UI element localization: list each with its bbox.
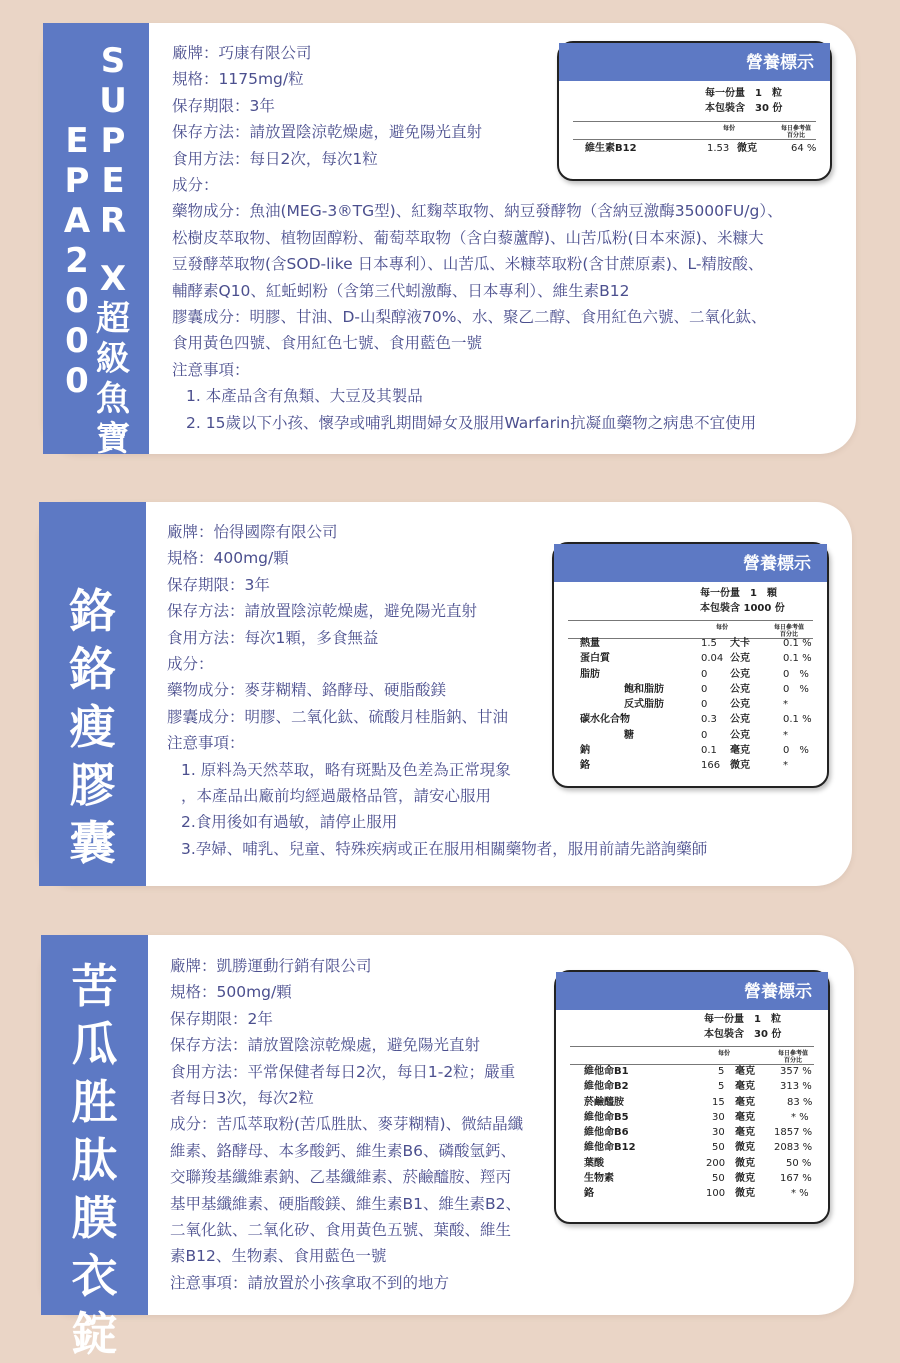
title-char: 0 — [65, 321, 89, 361]
ingredients-line: 藥物成分：魚油(MEG-3®TG型)、紅麴萃取物、納豆發酵物（含納豆激酶35000FU/g）、 — [172, 202, 783, 221]
column-per-serving: 每份 — [717, 1050, 730, 1057]
nutrient-pct: 0.1 % — [783, 638, 812, 649]
nutrient-amount: 0 — [701, 699, 708, 711]
nutrition-label — [552, 542, 829, 788]
nutrition-row — [580, 667, 820, 682]
title-char: U — [99, 81, 127, 121]
capsule-ingredients-line: 膠囊成分：明膠、二氧化鈦、硫酸月桂脂鈉、甘油 — [167, 707, 509, 726]
divider — [573, 139, 816, 140]
note-item: 1. 原料為天然萃取，略有斑點及色差為正常現象 — [181, 760, 511, 779]
nutrient-pct: * % — [791, 1188, 809, 1200]
nutrient-pct: 167 % — [780, 1173, 812, 1185]
nutrition-row — [584, 1110, 820, 1125]
storage-line: 保存方法：請放置陰涼乾燥處，避免陽光直射 — [172, 123, 483, 142]
nutrient-name: 維他命B6 — [584, 1127, 629, 1139]
nutrient-amount: 15 — [712, 1096, 725, 1108]
title-char: 衣 — [71, 1249, 118, 1303]
title-char: P — [100, 121, 126, 161]
nutrient-pct: 0.1 % — [783, 653, 812, 665]
nutrient-amount: 200 — [706, 1157, 726, 1169]
title-char: 魚 — [96, 379, 130, 419]
nutrient-name: 鉻 — [580, 760, 590, 772]
nutrient-amount: 50 — [712, 1142, 725, 1154]
spec-line: 規格：400mg/顆 — [167, 549, 289, 568]
note-item: ，本產品出廠前均經過嚴格品管，請安心服用 — [181, 787, 492, 806]
title-char: 錠 — [71, 1307, 118, 1361]
nutrient-name: 鉻 — [584, 1188, 594, 1200]
note-item: 1. 本產品含有魚類、大豆及其製品 — [186, 387, 423, 406]
nutrient-name: 糖 — [624, 729, 634, 741]
product-title-panel — [41, 935, 148, 1361]
column-per-serving: 每份 — [715, 624, 728, 631]
nutrition-label — [554, 970, 830, 1224]
serving-label: 每一份量 — [705, 88, 745, 99]
product-title — [39, 582, 146, 872]
column-daily-value: 每日參考值百分比 — [774, 624, 805, 638]
column-daily-value: 每日參考值百分比 — [778, 1050, 809, 1064]
ingredients-line: 交聯羧基纖維素鈉、乙基纖維素、菸鹼醯胺、羥丙 — [170, 1168, 512, 1187]
nutrient-pct: 50 % — [786, 1157, 812, 1169]
spec-line: 規格：1175mg/粒 — [172, 70, 304, 89]
servings-label: 本包裝含 — [700, 603, 740, 614]
title-char: 膠 — [69, 758, 116, 812]
nutrition-label — [557, 41, 832, 181]
notes-heading: 注意事項： — [172, 360, 250, 379]
nutrient-amount: 30 — [712, 1127, 725, 1139]
usage-line: 食用方法：平常保健者每日2次，每日1-2粒；嚴重 — [170, 1062, 516, 1081]
nutrient-name: 生物素 — [584, 1173, 614, 1185]
nutrient-name: 維生素B12 — [585, 143, 637, 154]
product-title-column-2 — [93, 41, 133, 459]
ingredients-line: 素B12、生物素、食用藍色一號 — [170, 1247, 387, 1266]
servings-value: 30 份 — [754, 1029, 782, 1040]
ingredients-line: 成分：苦瓜萃取粉(苦瓜胜肽、麥芽糊精)、微結晶纖 — [170, 1115, 524, 1134]
capsule-ingredients-line: 食用黃色四號、食用紅色七號、食用藍色一號 — [172, 334, 483, 353]
title-char: X — [99, 259, 127, 299]
nutrient-unit: 毫克 — [735, 1111, 755, 1123]
nutrient-unit: 公克 — [730, 653, 750, 665]
nutrition-row — [584, 1079, 820, 1094]
nutrient-name: 葉酸 — [584, 1157, 604, 1169]
ingredients-line: 基甲基纖維素、硬脂酸鎂、維生素B1、維生素B2、 — [170, 1194, 521, 1213]
product-title — [41, 957, 148, 1363]
storage-line: 保存方法：請放置陰涼乾燥處，避免陽光直射 — [167, 602, 478, 621]
nutrient-pct: 0.1 % — [783, 714, 812, 726]
serving-label: 每一份量 — [704, 1014, 744, 1025]
title-char: R — [99, 201, 127, 241]
nutrient-name: 維他命B12 — [584, 1142, 636, 1154]
divider — [568, 620, 813, 621]
nutrient-unit: 公克 — [730, 668, 750, 680]
brand-line: 廠牌：凱勝運動行銷有限公司 — [170, 957, 372, 975]
title-char: 寶 — [96, 419, 130, 459]
nutrient-unit: 微克 — [735, 1173, 755, 1185]
title-char: 瓜 — [71, 1017, 118, 1071]
title-char: 囊 — [69, 816, 116, 870]
nutrient-name: 維他命B5 — [584, 1111, 629, 1123]
nutrient-name: 反式脂肪 — [624, 699, 664, 711]
nutrient-unit: 大卡 — [730, 638, 750, 649]
nutrient-unit: 公克 — [730, 699, 750, 711]
nutrient-amount: 0 — [701, 683, 708, 695]
note-item: 2.食用後如有過敏，請停止服用 — [181, 813, 398, 832]
nutrition-row — [585, 141, 820, 156]
nutrition-row — [580, 743, 820, 758]
nutrient-unit: 公克 — [730, 714, 750, 726]
serving-info — [705, 86, 782, 116]
nutrition-row — [584, 1095, 820, 1110]
serving-value: 1 粒 — [755, 88, 782, 99]
nutrient-pct: 2083 % — [774, 1142, 813, 1154]
nutrient-unit: 公克 — [730, 683, 750, 695]
nutrient-name: 維他命B1 — [584, 1066, 629, 1077]
servings-label: 本包裝含 — [704, 1029, 744, 1040]
usage-line: 食用方法：每日2次，每次1粒 — [172, 149, 378, 168]
ingredients-line: 輔酵素Q10、紅蚯蚓粉（含第三代蚓激酶、日本專利）、維生素B12 — [172, 281, 630, 300]
note-item: 3.孕婦、哺乳、兒童、特殊疾病或正在服用相關藥物者，服用前請先諮詢藥師 — [181, 839, 708, 858]
nutrient-pct: 0 % — [783, 745, 809, 757]
servings-value: 1000 份 — [743, 603, 785, 614]
nutrient-name: 鈉 — [580, 745, 590, 757]
shelf-life-line: 保存期限：3年 — [167, 575, 270, 594]
nutrient-unit: 毫克 — [730, 745, 750, 757]
nutrient-unit: 毫克 — [735, 1066, 755, 1077]
nutrient-amount: 0.3 — [701, 714, 717, 726]
ingredients-heading: 成分： — [172, 176, 219, 195]
title-char: 0 — [65, 361, 89, 401]
nutrient-pct: 313 % — [780, 1081, 812, 1093]
nutrient-pct: 1857 % — [774, 1127, 813, 1139]
brand-line: 廠牌：怡得國際有限公司 — [167, 523, 338, 541]
nutrient-unit: 微克 — [735, 1188, 755, 1200]
title-char: P — [64, 161, 90, 201]
nutrition-title: 營養標示 — [556, 972, 828, 1010]
nutrient-amount: 166 — [701, 760, 721, 772]
product-title-column-1 — [59, 121, 95, 401]
nutrient-pct: 64 % — [791, 143, 817, 154]
nutrient-name: 維他命B2 — [584, 1081, 629, 1093]
nutrient-name: 飽和脂肪 — [624, 683, 664, 695]
usage-line: 食用方法：每次1顆，多食無益 — [167, 628, 379, 647]
divider — [573, 121, 816, 122]
column-per-serving: 每份 — [722, 125, 735, 132]
nutrient-name: 熱量 — [580, 638, 600, 649]
nutrient-unit: 微克 — [735, 1142, 755, 1154]
nutrient-name: 脂肪 — [580, 668, 600, 680]
title-char: 瘦 — [69, 700, 116, 754]
ingredients-heading: 成分： — [167, 655, 214, 674]
serving-info — [704, 1012, 781, 1042]
servings-value: 30 份 — [755, 103, 783, 114]
nutrient-unit: 毫克 — [735, 1081, 755, 1093]
product-card-bitter-melon — [41, 935, 854, 1361]
spec-line: 規格：500mg/顆 — [170, 983, 292, 1002]
nutrition-row — [584, 1125, 820, 1140]
title-char: 肽 — [71, 1133, 118, 1187]
nutrient-amount: 30 — [712, 1111, 725, 1123]
nutrient-pct: * — [783, 729, 788, 741]
nutrition-row — [584, 1186, 820, 1201]
nutrient-unit: 微克 — [737, 143, 757, 154]
nutrition-rows — [584, 1064, 820, 1202]
usage-line: 者每日3次，每次2粒 — [170, 1089, 314, 1108]
nutrition-rows — [580, 636, 820, 774]
product-title-panel — [39, 502, 146, 886]
nutrient-pct: * — [783, 760, 788, 772]
title-char: A — [63, 201, 91, 241]
nutrition-title: 營養標示 — [559, 43, 830, 81]
nutrient-amount: 100 — [706, 1188, 726, 1200]
ingredients-line: 二氧化鈦、二氧化矽、食用黃色五號、葉酸、維生 — [170, 1221, 512, 1240]
nutrient-pct: 357 % — [780, 1066, 812, 1077]
nutrient-unit: 毫克 — [735, 1096, 755, 1108]
nutrient-name: 蛋白質 — [580, 653, 610, 665]
nutrient-amount: 0.1 — [701, 745, 717, 757]
nutrition-row — [580, 712, 820, 727]
title-char: 胜 — [71, 1075, 118, 1129]
nutrient-amount: 0 — [701, 668, 708, 680]
serving-value: 1 粒 — [754, 1014, 781, 1025]
title-char: 膜 — [71, 1191, 118, 1245]
servings-label: 本包裝含 — [705, 103, 745, 114]
title-char: S — [100, 41, 126, 81]
nutrient-amount: 1.5 — [701, 638, 717, 649]
nutrient-amount: 5 — [718, 1081, 725, 1093]
ingredients-line: 豆發酵萃取物(含SOD-like 日本專利）、山苦瓜、米糠萃取粉(含甘蔗原素)、L-精胺酸、 — [172, 255, 764, 274]
nutrition-row — [580, 697, 820, 712]
nutrition-row — [580, 682, 820, 697]
title-char: 超 — [96, 299, 130, 339]
nutrition-rows — [585, 141, 820, 156]
title-char: 0 — [65, 281, 89, 321]
ingredients-line: 松樹皮萃取物、植物固醇粉、葡萄萃取物（含白藜蘆醇)、山苦瓜粉(日本來源)、米糠大 — [172, 228, 764, 247]
product-title-panel — [43, 23, 149, 459]
title-char: E — [101, 161, 125, 201]
divider — [570, 1046, 814, 1047]
nutrient-amount: 1.53 — [707, 143, 730, 154]
nutrient-pct: * — [783, 699, 788, 711]
nutrition-row — [580, 636, 820, 651]
nutrition-row — [580, 651, 820, 666]
shelf-life-line: 保存期限：2年 — [170, 1009, 273, 1028]
nutrient-unit: 微克 — [735, 1157, 755, 1169]
nutrient-unit: 微克 — [730, 760, 750, 772]
serving-value: 1 顆 — [750, 588, 777, 599]
title-char: 鉻 — [69, 642, 116, 696]
title-char: 苦 — [71, 959, 118, 1013]
nutrition-row — [584, 1064, 820, 1079]
nutrient-amount: 50 — [712, 1173, 725, 1185]
ingredients-line: 藥物成分：麥芽糊精、鉻酵母、硬脂酸鎂 — [167, 681, 447, 700]
ingredients-line: 維素、鉻酵母、本多酸鈣、維生素B6、磷酸氫鈣、 — [170, 1141, 516, 1160]
notes-heading: 注意事項： — [167, 734, 245, 753]
storage-line: 保存方法：請放置陰涼乾燥處，避免陽光直射 — [170, 1036, 481, 1055]
nutrient-pct: 83 % — [787, 1096, 813, 1108]
capsule-ingredients-line: 膠囊成分：明膠、甘油、D-山梨醇液70%、水、聚乙二醇、食用紅色六號、二氧化鈦、 — [172, 308, 767, 327]
nutrition-row — [584, 1140, 820, 1155]
product-card-chromium — [39, 502, 852, 886]
title-char: 2 — [65, 241, 89, 281]
notes-line: 注意事項：請放置於小孩拿取不到的地方 — [170, 1273, 450, 1292]
nutrient-name: 碳水化合物 — [580, 714, 630, 726]
nutrient-amount: 0 — [701, 729, 708, 741]
nutrition-row — [584, 1156, 820, 1171]
nutrition-row — [580, 758, 820, 773]
nutrient-name: 菸鹼醯胺 — [584, 1096, 624, 1108]
nutrition-row — [584, 1171, 820, 1186]
serving-info — [700, 586, 785, 616]
nutrient-pct: * % — [791, 1111, 809, 1123]
nutrient-unit: 毫克 — [735, 1127, 755, 1139]
serving-label: 每一份量 — [700, 588, 740, 599]
brand-line: 廠牌：巧康有限公司 — [172, 44, 312, 62]
nutrient-amount: 5 — [718, 1066, 725, 1077]
shelf-life-line: 保存期限：3年 — [172, 96, 275, 115]
product-info — [170, 953, 523, 1296]
nutrition-title: 營養標示 — [554, 544, 827, 582]
nutrient-unit: 公克 — [730, 729, 750, 741]
nutrition-row — [580, 728, 820, 743]
nutrient-pct: 0 % — [783, 668, 809, 680]
nutrient-amount: 0.04 — [701, 653, 724, 665]
product-card-epa — [43, 23, 856, 459]
title-char: 級 — [96, 339, 130, 379]
nutrient-pct: 0 % — [783, 683, 809, 695]
title-char: E — [65, 121, 89, 161]
title-char: 鉻 — [69, 584, 116, 638]
column-daily-value: 每日參考值百分比 — [781, 125, 812, 139]
note-item: 2. 15歲以下小孩、懷孕或哺乳期間婦女及服用Warfarin抗凝血藥物之病患不宜使用 — [186, 413, 757, 432]
